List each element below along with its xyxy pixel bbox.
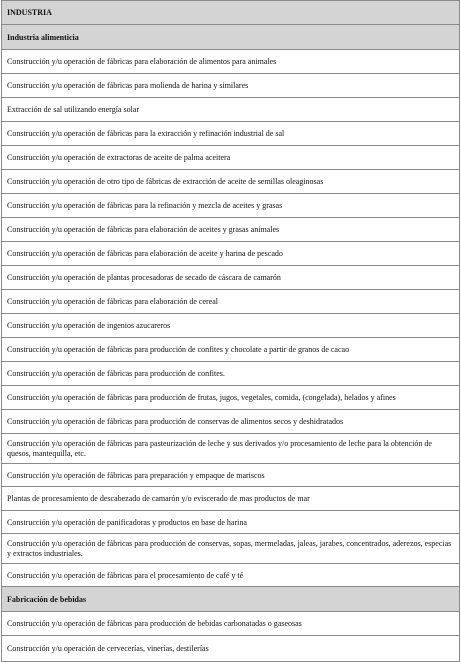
- industry-table: [1, 0, 460, 662]
- table-row: [2, 242, 460, 266]
- table-row: [2, 50, 460, 74]
- row-text: Construcción y/u operación de fábricas para producción de conservas, sopas, mermeladas, jaleas, jarabes, concentrados, aderezos, especias y extractos industriales.: [2, 534, 460, 564]
- row-text: Construcción y/u operación de fábricas para producción de confites.: [2, 362, 460, 386]
- table-row: [2, 74, 460, 98]
- table-row: [2, 338, 460, 362]
- row-text: Construcción y/u operación de fábricas para elaboración de aceites y grasas animales: [2, 218, 460, 242]
- section-header-row: [2, 587, 460, 612]
- table-header: INDUSTRIA: [2, 1, 460, 25]
- section-title-industria-alimenticia: Industria alimenticia: [2, 25, 460, 50]
- table-row: [2, 564, 460, 587]
- row-text: Construcción y/u operación de fábricas para producción de frutas, jugos, vegetales, comida, (congelada), helados y afines: [2, 386, 460, 410]
- row-text: Construcción y/u operación de fábricas para producción de confites y chocolate a partir de granos de cacao: [2, 338, 460, 362]
- table-row: [2, 410, 460, 434]
- section-header-row: [2, 25, 460, 50]
- row-text: Construcción y/u operación de ingenios azucareros: [2, 314, 460, 338]
- row-text: Construcción y/u operación de fábricas para la extracción y refinación industrial de sal: [2, 122, 460, 146]
- section-title-fabricacion-de-bebidas: Fabricación de bebidas: [2, 587, 460, 612]
- row-text: Construcción y/u operación de fábricas para elaboración de aceite y harina de pescado: [2, 242, 460, 266]
- table-header-row: [2, 1, 460, 25]
- table-row: [2, 218, 460, 242]
- table-row: [2, 146, 460, 170]
- row-text: Construcción y/u operación de extractoras de aceite de palma aceitera: [2, 146, 460, 170]
- row-text: Plantas de procesamiento de descabezado de camarón y/o eviscerado de mas productos de mar: [2, 487, 460, 511]
- row-text: Construcción y/u operación de fábricas para elaboración de cereal: [2, 290, 460, 314]
- row-text: Construcción y/u operación de otro tipo de fábricas de extracción de aceite de semillas oleaginosas: [2, 170, 460, 194]
- table-row: [2, 612, 460, 636]
- table-row: [2, 98, 460, 122]
- row-text: Construcción y/u operación de fábricas para preparación y empaque de mariscos: [2, 464, 460, 487]
- row-text: Construcción y/u operación de fábricas para elaboración de alimentos para animales: [2, 50, 460, 74]
- table-row: [2, 122, 460, 146]
- table-row: [2, 487, 460, 511]
- table-row: [2, 434, 460, 464]
- row-text: Construcción y/u operación de fábricas para producción de conservas de alimentos secos y deshidratados: [2, 410, 460, 434]
- row-text: Construcción y/u operación de cervecerías, vinerías, destilerías: [2, 636, 460, 662]
- row-text: Construcción y/u operación de fábricas para producción de bebidas carbonatadas o gaseosas: [2, 612, 460, 636]
- row-text: Construcción y/u operación de fábricas para molienda de harina y similares: [2, 74, 460, 98]
- row-text: Extracción de sal utilizando energía solar: [2, 98, 460, 122]
- table-row: [2, 636, 460, 662]
- table-row: [2, 511, 460, 534]
- document-page: [1, 0, 460, 652]
- row-text: Construcción y/u operación de fábricas para el procesamiento de café y té: [2, 564, 460, 587]
- table-row: [2, 534, 460, 564]
- table-row: [2, 464, 460, 487]
- table-row: [2, 170, 460, 194]
- table-row: [2, 194, 460, 218]
- row-text: Construcción y/u operación de fábricas para la refinación y mezcla de aceites y grasas: [2, 194, 460, 218]
- table-row: [2, 314, 460, 338]
- row-text: Construcción y/u operación de plantas procesadoras de secado de cáscara de camarón: [2, 266, 460, 290]
- row-text: Construcción y/u operación de fábricas para pasteurización de leche y sus derivados y/o procesamiento de leche para la obtención de quesos, mantequilla, etc.: [2, 434, 460, 464]
- table-row: [2, 290, 460, 314]
- table-row: [2, 386, 460, 410]
- row-text: Construcción y/u operación de panificadoras y productos en base de harina: [2, 511, 460, 534]
- table-row: [2, 266, 460, 290]
- table-row: [2, 362, 460, 386]
